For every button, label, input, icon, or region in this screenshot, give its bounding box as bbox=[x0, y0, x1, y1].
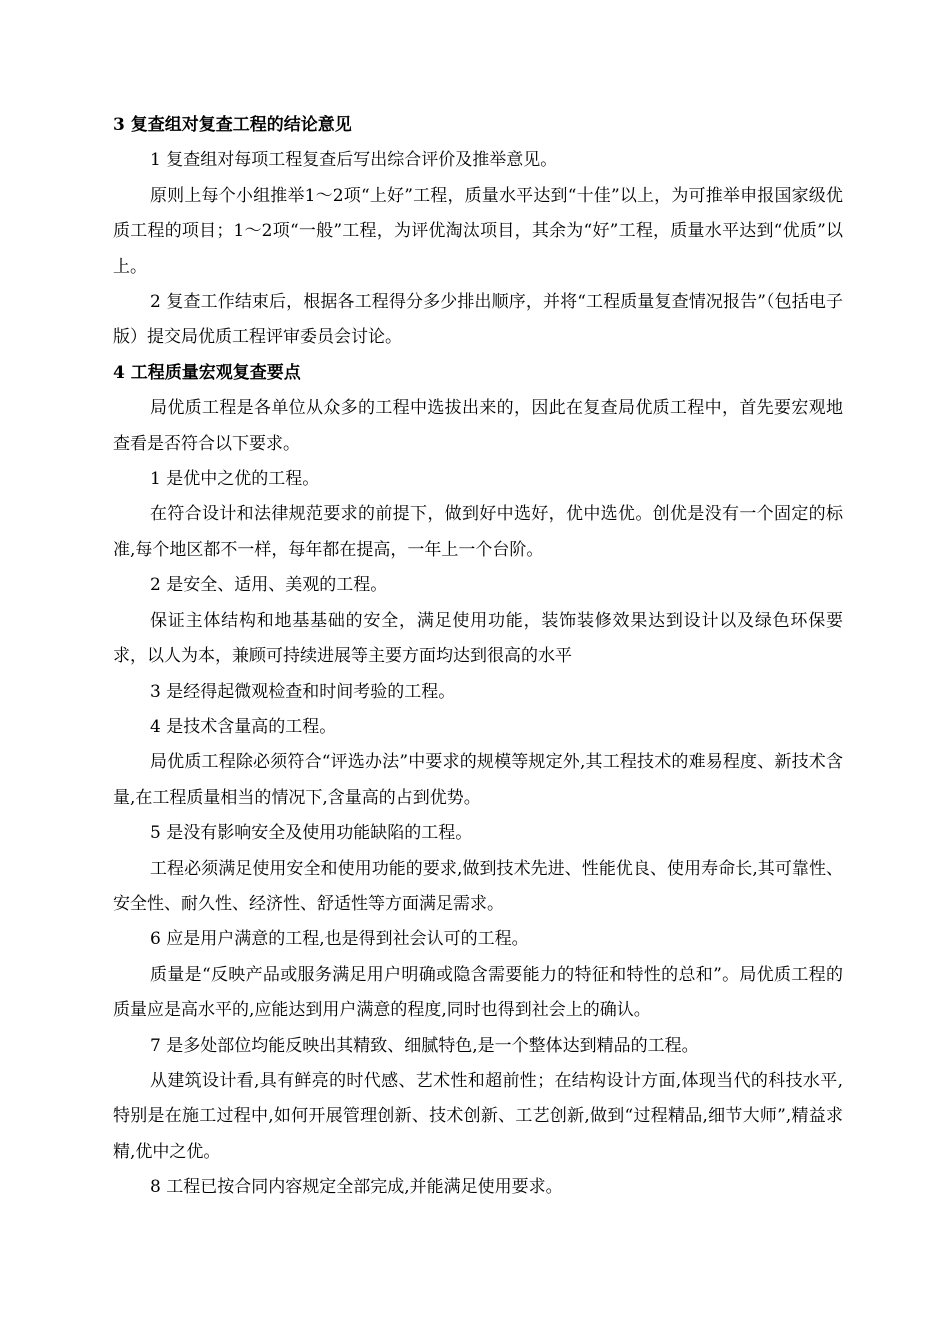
list-item: 7 是多处部位均能反映出其精致、细腻特色,是一个整体达到精品的工程。 bbox=[150, 1035, 699, 1056]
paragraph: 在符合设计和法律规范要求的前提下，做到好中选好，优中选优。创优是没有一个固定的标准,每个地区都不一样，每年都在提高，一年上一个台阶。 bbox=[113, 504, 843, 560]
paragraph: 从建筑设计看,具有鲜亮的时代感、艺术性和超前性；在结构设计方面,体现当代的科技水平,特别是在施工过程中,如何开展管理创新、技术创新、工艺创新,做到“过程精品,细节大师”,精益求精,优中之优。 bbox=[113, 1070, 843, 1162]
list-item: 2 是安全、适用、美观的工程。 bbox=[150, 575, 388, 596]
paragraph: 局优质工程是各单位从众多的工程中选拔出来的，因此在复查局优质工程中，首先要宏观地查看是否符合以下要求。 bbox=[113, 398, 843, 454]
list-item: 3 是经得起微观检查和时间考验的工程。 bbox=[150, 681, 456, 702]
list-item: 1 是优中之优的工程。 bbox=[150, 469, 320, 490]
paragraph: 原则上每个小组推举1～2项“上好”工程，质量水平达到“十佳”以上，为可推举申报国家级优质工程的项目；1～2项“一般”工程，为评优淘汰项目，其余为“好”工程，质量水平达到“优质”以上。 bbox=[113, 185, 843, 277]
document-page bbox=[113, 108, 843, 1206]
paragraph: 质量是“反映产品或服务满足用户明确或隐含需要能力的特征和特性的总和”。局优质工程的质量应是高水平的,应能达到用户满意的程度,同时也得到社会上的确认。 bbox=[113, 964, 843, 1021]
list-item: 8 工程已按合同内容规定全部完成,并能满足使用要求。 bbox=[150, 1177, 563, 1198]
list-item: 5 是没有影响安全及使用功能缺陷的工程。 bbox=[150, 823, 473, 844]
list-item: 6 应是用户满意的工程,也是得到社会认可的工程。 bbox=[150, 929, 529, 950]
list-item: 4 是技术含量高的工程。 bbox=[150, 716, 337, 737]
section-heading-4: 4 工程质量宏观复查要点 bbox=[113, 362, 301, 383]
paragraph: 工程必须满足使用安全和使用功能的要求,做到技术先进、性能优良、使用寿命长,其可靠性、安全性、耐久性、经济性、舒适性等方面满足需求。 bbox=[113, 858, 843, 914]
paragraph: 1 复查组对每项工程复查后写出综合评价及推举意见。 bbox=[150, 150, 558, 171]
paragraph: 保证主体结构和地基基础的安全，满足使用功能，装饰装修效果达到设计以及绿色环保要求，以人为本，兼顾可持续进展等主要方面均达到很高的水平 bbox=[113, 610, 843, 667]
paragraph: 2 复查工作结束后，根据各工程得分多少排出顺序，并将“工程质量复查情况报告”（包括电子版）提交局优质工程评审委员会讨论。 bbox=[113, 292, 843, 348]
section-heading-3: 3 复查组对复查工程的结论意见 bbox=[113, 115, 352, 135]
paragraph: 局优质工程除必须符合“评选办法”中要求的规模等规定外,其工程技术的难易程度、新技术含量,在工程质量相当的情况下,含量高的占到优势。 bbox=[113, 752, 843, 808]
